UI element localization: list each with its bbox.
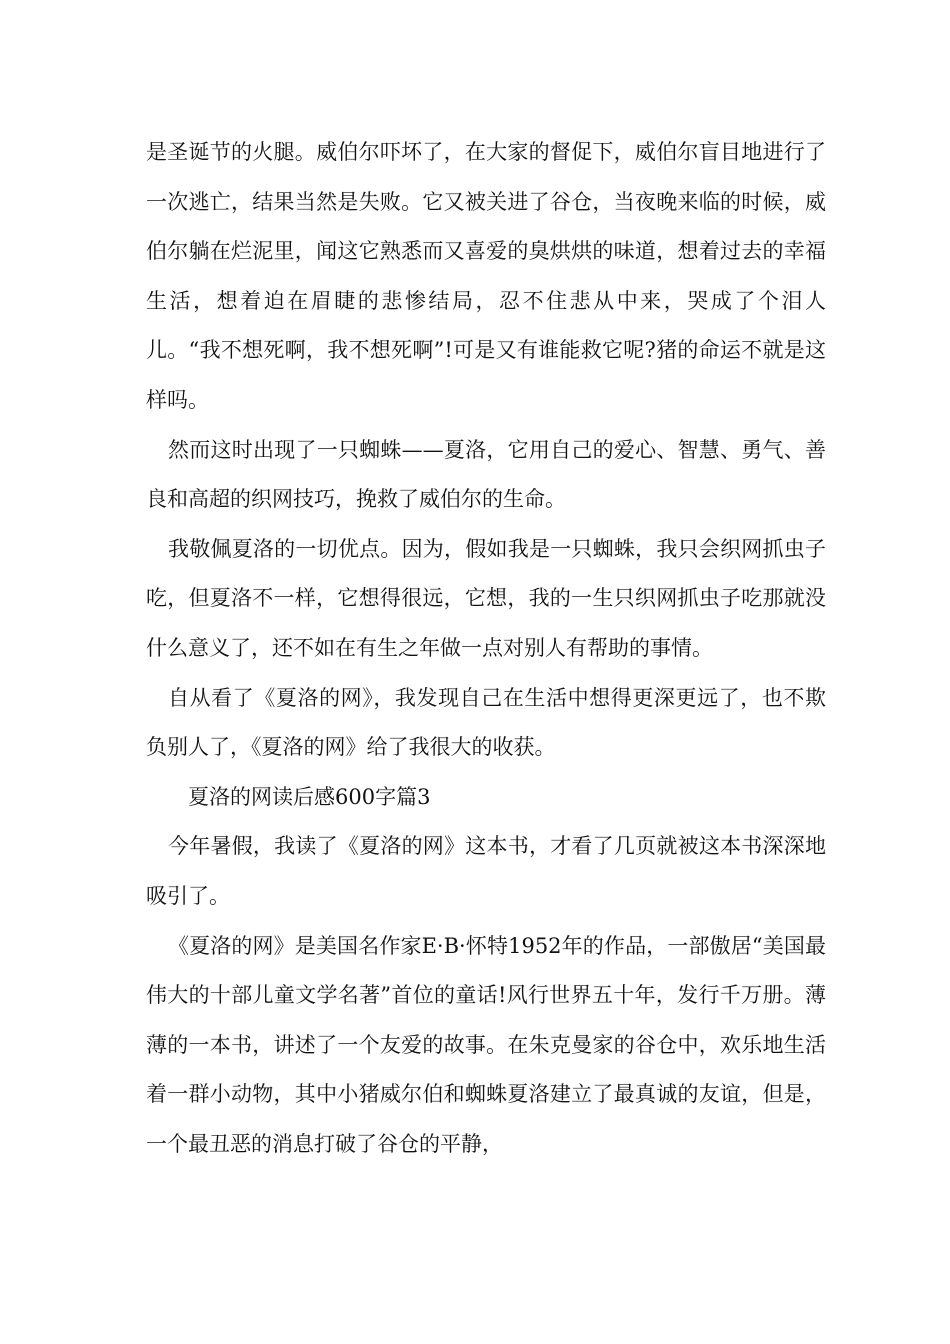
paragraph-4: 自从看了《夏洛的网》，我发现自己在生活中想得更深更远了，也不欺负别人了，《夏洛的网》给了我很大的收获。 bbox=[146, 685, 826, 760]
paragraph-3: 我敬佩夏洛的一切优点。因为，假如我是一只蜘蛛，我只会织网抓虫子吃，但夏洛不一样，它想得很远，它想，我的一生只织网抓虫子吃那就没什么意义了，还不如在有生之年做一点对别人有帮助的事情。 bbox=[146, 536, 826, 660]
paragraph-1: 是圣诞节的火腿。威伯尔吓坏了，在大家的督促下，威伯尔盲目地进行了一次逃亡，结果当然是失败。它又被关进了谷仓，当夜晚来临的时候，威伯尔躺在烂泥里，闻这它熟悉而又喜爱的臭烘烘的味道，想着过去的幸福生活，想着迫在眉睫的悲惨结局，忍不住悲从中来，哭成了个泪人儿。“我不想死啊，我不想死啊”!可是又有谁能救它呢?猪的命运不就是这样吗。 bbox=[146, 140, 826, 412]
paragraph-2: 然而这时出现了一只蜘蛛——夏洛，它用自己的爱心、智慧、勇气、善良和高超的织网技巧，挽救了威伯尔的生命。 bbox=[146, 437, 826, 512]
paragraph-6: 《夏洛的网》是美国名作家E·B·怀特1952年的作品，一部傲居“美国最伟大的十部儿童文学名著”首位的童话!风行世界五十年，发行千万册。薄薄的一本书，讲述了一个友爱的故事。在朱克曼家的谷仓中，欢乐地生活着一群小动物，其中小猪威尔伯和蜘蛛夏洛建立了最真诚的友谊，但是，一个最丑恶的消息打破了谷仓的平静， bbox=[146, 933, 826, 1156]
document-body bbox=[146, 128, 826, 1169]
section-heading: 夏洛的网读后感600字篇3 bbox=[188, 784, 431, 809]
paragraph-5: 今年暑假，我读了《夏洛的网》这本书，才看了几页就被这本书深深地吸引了。 bbox=[146, 834, 826, 908]
